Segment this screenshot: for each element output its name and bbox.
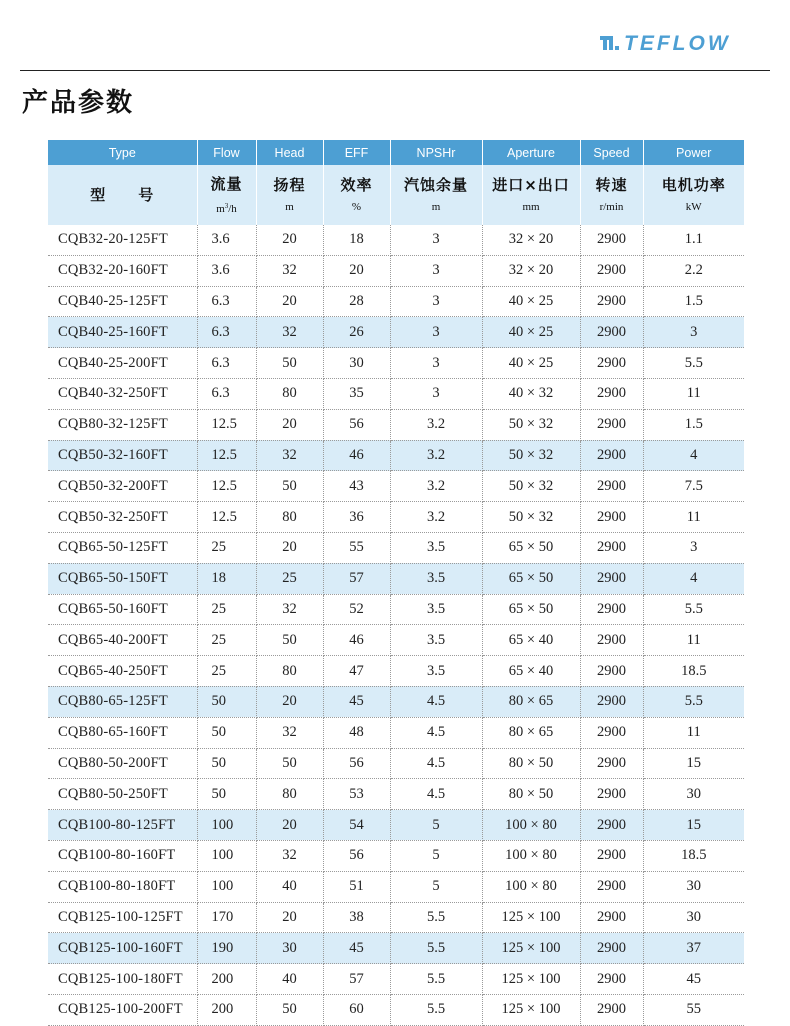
cell-model: CQB65-40-250FT bbox=[48, 656, 197, 687]
cell-flow: 25 bbox=[197, 625, 256, 656]
cell-npshr: 4.5 bbox=[390, 686, 482, 717]
cell-flow: 100 bbox=[197, 810, 256, 841]
cell-power: 5.5 bbox=[643, 594, 744, 625]
cell-npshr: 3 bbox=[390, 348, 482, 379]
cell-speed: 2900 bbox=[580, 502, 643, 533]
col-header-cn-label: 效率 bbox=[340, 176, 373, 194]
cell-npshr: 3.5 bbox=[390, 594, 482, 625]
cell-flow: 25 bbox=[197, 594, 256, 625]
cell-head: 32 bbox=[256, 840, 323, 871]
cell-flow: 50 bbox=[197, 748, 256, 779]
cell-eff: 52 bbox=[323, 594, 390, 625]
cell-speed: 2900 bbox=[580, 286, 643, 317]
cell-speed: 2900 bbox=[580, 594, 643, 625]
cell-aperture: 125 × 100 bbox=[482, 902, 580, 933]
table-row bbox=[48, 286, 744, 317]
cell-speed: 2900 bbox=[580, 532, 643, 563]
cell-head: 80 bbox=[256, 779, 323, 810]
cell-npshr: 3.2 bbox=[390, 502, 482, 533]
col-header-eff: EFF bbox=[323, 140, 390, 165]
cell-eff: 53 bbox=[323, 779, 390, 810]
cell-model: CQB80-50-200FT bbox=[48, 748, 197, 779]
cell-eff: 43 bbox=[323, 471, 390, 502]
cell-npshr: 5 bbox=[390, 840, 482, 871]
cell-speed: 2900 bbox=[580, 409, 643, 440]
cell-eff: 18 bbox=[323, 225, 390, 255]
cell-power: 4 bbox=[643, 563, 744, 594]
cell-head: 25 bbox=[256, 563, 323, 594]
cell-power: 11 bbox=[643, 378, 744, 409]
cell-flow: 25 bbox=[197, 656, 256, 687]
cell-model: CQB65-40-200FT bbox=[48, 625, 197, 656]
cell-aperture: 100 × 80 bbox=[482, 840, 580, 871]
cell-model: CQB125-100-125FT bbox=[48, 902, 197, 933]
cell-aperture: 50 × 32 bbox=[482, 502, 580, 533]
cell-flow: 3.6 bbox=[197, 255, 256, 286]
col-header-cn-label: 电机功率 bbox=[661, 176, 726, 194]
cell-npshr: 3 bbox=[390, 255, 482, 286]
cell-speed: 2900 bbox=[580, 779, 643, 810]
cell-power: 5.5 bbox=[643, 348, 744, 379]
col-header-cn-label: 转速 bbox=[595, 176, 628, 194]
cell-speed: 2900 bbox=[580, 255, 643, 286]
table-row bbox=[48, 409, 744, 440]
cell-npshr: 3 bbox=[390, 286, 482, 317]
cell-model: CQB50-32-160FT bbox=[48, 440, 197, 471]
cell-eff: 38 bbox=[323, 902, 390, 933]
table-row bbox=[48, 933, 744, 964]
cell-speed: 2900 bbox=[580, 656, 643, 687]
cell-speed: 2900 bbox=[580, 686, 643, 717]
col-unit-power: kW bbox=[685, 201, 702, 213]
cell-speed: 2900 bbox=[580, 625, 643, 656]
table-row bbox=[48, 317, 744, 348]
cell-aperture: 80 × 50 bbox=[482, 748, 580, 779]
table-row bbox=[48, 964, 744, 995]
col-header-aperture: Aperture bbox=[482, 140, 580, 165]
cell-flow: 12.5 bbox=[197, 502, 256, 533]
cell-speed: 2900 bbox=[580, 317, 643, 348]
table-row bbox=[48, 255, 744, 286]
cell-model: CQB125-100-180FT bbox=[48, 964, 197, 995]
cell-npshr: 5.5 bbox=[390, 964, 482, 995]
col-unit-eff: % bbox=[351, 201, 362, 213]
cell-model: CQB80-65-125FT bbox=[48, 686, 197, 717]
cell-eff: 35 bbox=[323, 378, 390, 409]
brand-logo bbox=[600, 30, 770, 54]
cell-npshr: 3.5 bbox=[390, 656, 482, 687]
cell-aperture: 40 × 25 bbox=[482, 286, 580, 317]
cell-eff: 55 bbox=[323, 532, 390, 563]
cell-power: 30 bbox=[643, 779, 744, 810]
cell-speed: 2900 bbox=[580, 563, 643, 594]
table-row bbox=[48, 902, 744, 933]
cell-power: 2.2 bbox=[643, 255, 744, 286]
table-row bbox=[48, 656, 744, 687]
cell-eff: 46 bbox=[323, 625, 390, 656]
cell-npshr: 4.5 bbox=[390, 717, 482, 748]
cell-head: 20 bbox=[256, 286, 323, 317]
cell-flow: 200 bbox=[197, 964, 256, 995]
cell-flow: 190 bbox=[197, 933, 256, 964]
col-header-cn-label: 进口×出口 bbox=[492, 176, 570, 194]
col-header-cn-eff bbox=[323, 165, 390, 225]
col-unit-flow: $m^3/h$ bbox=[216, 201, 237, 215]
cell-model: CQB50-32-250FT bbox=[48, 502, 197, 533]
cell-model: CQB50-32-200FT bbox=[48, 471, 197, 502]
col-unit-npshr: m bbox=[431, 201, 441, 213]
cell-aperture: 50 × 32 bbox=[482, 409, 580, 440]
cell-model: CQB32-20-125FT bbox=[48, 225, 197, 255]
col-header-cn-power bbox=[643, 165, 744, 225]
table-row bbox=[48, 594, 744, 625]
cell-speed: 2900 bbox=[580, 964, 643, 995]
cell-power: 3 bbox=[643, 532, 744, 563]
cell-aperture: 80 × 65 bbox=[482, 717, 580, 748]
cell-eff: 36 bbox=[323, 502, 390, 533]
col-header-cn-flow bbox=[197, 165, 256, 225]
cell-eff: 56 bbox=[323, 840, 390, 871]
cell-aperture: 40 × 25 bbox=[482, 317, 580, 348]
cell-power: 37 bbox=[643, 933, 744, 964]
cell-eff: 57 bbox=[323, 964, 390, 995]
cell-npshr: 5.5 bbox=[390, 994, 482, 1025]
cell-model: CQB65-50-125FT bbox=[48, 532, 197, 563]
header-divider bbox=[20, 70, 770, 71]
cell-npshr: 3.5 bbox=[390, 563, 482, 594]
cell-speed: 2900 bbox=[580, 225, 643, 255]
cell-head: 20 bbox=[256, 902, 323, 933]
cell-eff: 48 bbox=[323, 717, 390, 748]
cell-npshr: 5.5 bbox=[390, 933, 482, 964]
col-header-cn-type bbox=[48, 165, 197, 225]
cell-eff: 30 bbox=[323, 348, 390, 379]
cell-npshr: 3 bbox=[390, 225, 482, 255]
cell-head: 40 bbox=[256, 964, 323, 995]
cell-npshr: 4.5 bbox=[390, 779, 482, 810]
cell-aperture: 32 × 20 bbox=[482, 255, 580, 286]
cell-flow: 50 bbox=[197, 686, 256, 717]
cell-power: 30 bbox=[643, 871, 744, 902]
col-header-cn-aperture bbox=[482, 165, 580, 225]
table-row bbox=[48, 994, 744, 1025]
cell-speed: 2900 bbox=[580, 378, 643, 409]
cell-model: CQB40-25-125FT bbox=[48, 286, 197, 317]
cell-flow: 50 bbox=[197, 779, 256, 810]
cell-speed: 2900 bbox=[580, 440, 643, 471]
cell-power: 4 bbox=[643, 440, 744, 471]
header-row-cn bbox=[48, 165, 744, 225]
col-header-npshr: NPSHr bbox=[390, 140, 482, 165]
cell-aperture: 100 × 80 bbox=[482, 871, 580, 902]
cell-flow: 100 bbox=[197, 840, 256, 871]
cell-aperture: 80 × 50 bbox=[482, 779, 580, 810]
cell-aperture: 125 × 100 bbox=[482, 964, 580, 995]
table-row bbox=[48, 748, 744, 779]
col-header-cn-speed bbox=[580, 165, 643, 225]
cell-flow: 12.5 bbox=[197, 409, 256, 440]
header-row-en bbox=[48, 140, 744, 165]
cell-speed: 2900 bbox=[580, 348, 643, 379]
cell-npshr: 3.5 bbox=[390, 532, 482, 563]
cell-power: 30 bbox=[643, 902, 744, 933]
cell-flow: 3.6 bbox=[197, 225, 256, 255]
col-unit-head: m bbox=[285, 201, 294, 213]
cell-flow: 12.5 bbox=[197, 471, 256, 502]
table-row bbox=[48, 348, 744, 379]
cell-eff: 57 bbox=[323, 563, 390, 594]
cell-flow: 100 bbox=[197, 871, 256, 902]
col-header-cn-label: 型 号 bbox=[90, 186, 155, 204]
cell-npshr: 5 bbox=[390, 810, 482, 841]
cell-aperture: 65 × 50 bbox=[482, 594, 580, 625]
cell-head: 50 bbox=[256, 748, 323, 779]
cell-aperture: 32 × 20 bbox=[482, 225, 580, 255]
table-row bbox=[48, 440, 744, 471]
cell-model: CQB100-80-180FT bbox=[48, 871, 197, 902]
cell-npshr: 4.5 bbox=[390, 748, 482, 779]
cell-head: 80 bbox=[256, 378, 323, 409]
cell-aperture: 65 × 40 bbox=[482, 625, 580, 656]
cell-aperture: 80 × 65 bbox=[482, 686, 580, 717]
cell-npshr: 3.2 bbox=[390, 440, 482, 471]
cell-aperture: 125 × 100 bbox=[482, 933, 580, 964]
cell-head: 32 bbox=[256, 317, 323, 348]
col-header-cn-label: 汽蚀余量 bbox=[403, 176, 468, 194]
cell-power: 15 bbox=[643, 810, 744, 841]
cell-head: 20 bbox=[256, 810, 323, 841]
cell-head: 50 bbox=[256, 994, 323, 1025]
cell-npshr: 3.5 bbox=[390, 625, 482, 656]
table-row bbox=[48, 840, 744, 871]
cell-power: 1.5 bbox=[643, 409, 744, 440]
cell-eff: 45 bbox=[323, 686, 390, 717]
table-row bbox=[48, 810, 744, 841]
cell-model: CQB125-100-200FT bbox=[48, 994, 197, 1025]
cell-eff: 51 bbox=[323, 871, 390, 902]
cell-model: CQB80-65-160FT bbox=[48, 717, 197, 748]
col-unit-aperture: mm bbox=[522, 201, 540, 213]
cell-aperture: 40 × 25 bbox=[482, 348, 580, 379]
cell-aperture: 50 × 32 bbox=[482, 440, 580, 471]
teflow-logo-icon bbox=[600, 30, 770, 54]
cell-head: 20 bbox=[256, 686, 323, 717]
product-parameter-table bbox=[48, 140, 744, 1026]
cell-eff: 47 bbox=[323, 656, 390, 687]
cell-npshr: 3 bbox=[390, 378, 482, 409]
cell-eff: 60 bbox=[323, 994, 390, 1025]
cell-eff: 26 bbox=[323, 317, 390, 348]
col-header-power: Power bbox=[643, 140, 744, 165]
col-header-flow: Flow bbox=[197, 140, 256, 165]
cell-model: CQB32-20-160FT bbox=[48, 255, 197, 286]
cell-flow: 170 bbox=[197, 902, 256, 933]
cell-aperture: 100 × 80 bbox=[482, 810, 580, 841]
cell-aperture: 50 × 32 bbox=[482, 471, 580, 502]
cell-model: CQB40-25-200FT bbox=[48, 348, 197, 379]
table-row bbox=[48, 378, 744, 409]
cell-model: CQB65-50-150FT bbox=[48, 563, 197, 594]
cell-flow: 12.5 bbox=[197, 440, 256, 471]
cell-npshr: 3.2 bbox=[390, 471, 482, 502]
cell-head: 80 bbox=[256, 656, 323, 687]
cell-head: 32 bbox=[256, 255, 323, 286]
cell-aperture: 65 × 50 bbox=[482, 532, 580, 563]
cell-flow: 25 bbox=[197, 532, 256, 563]
col-header-type: Type bbox=[48, 140, 197, 165]
cell-head: 50 bbox=[256, 471, 323, 502]
cell-model: CQB125-100-160FT bbox=[48, 933, 197, 964]
col-header-speed: Speed bbox=[580, 140, 643, 165]
cell-head: 80 bbox=[256, 502, 323, 533]
cell-aperture: 65 × 40 bbox=[482, 656, 580, 687]
cell-speed: 2900 bbox=[580, 933, 643, 964]
cell-power: 15 bbox=[643, 748, 744, 779]
table-row bbox=[48, 871, 744, 902]
table-row bbox=[48, 717, 744, 748]
table-row bbox=[48, 779, 744, 810]
cell-speed: 2900 bbox=[580, 840, 643, 871]
cell-flow: 6.3 bbox=[197, 317, 256, 348]
logo-text: TEFLOW bbox=[624, 32, 731, 54]
cell-head: 40 bbox=[256, 871, 323, 902]
cell-eff: 20 bbox=[323, 255, 390, 286]
cell-speed: 2900 bbox=[580, 471, 643, 502]
cell-speed: 2900 bbox=[580, 810, 643, 841]
col-header-cn-head bbox=[256, 165, 323, 225]
cell-flow: 18 bbox=[197, 563, 256, 594]
table-row bbox=[48, 532, 744, 563]
cell-eff: 54 bbox=[323, 810, 390, 841]
cell-power: 11 bbox=[643, 502, 744, 533]
cell-head: 32 bbox=[256, 440, 323, 471]
cell-power: 1.1 bbox=[643, 225, 744, 255]
table-row bbox=[48, 502, 744, 533]
cell-power: 5.5 bbox=[643, 686, 744, 717]
cell-head: 20 bbox=[256, 225, 323, 255]
cell-eff: 56 bbox=[323, 409, 390, 440]
table-row bbox=[48, 625, 744, 656]
cell-power: 55 bbox=[643, 994, 744, 1025]
cell-flow: 6.3 bbox=[197, 286, 256, 317]
cell-head: 20 bbox=[256, 409, 323, 440]
cell-speed: 2900 bbox=[580, 994, 643, 1025]
col-header-cn-label: 扬程 bbox=[273, 176, 306, 194]
cell-flow: 200 bbox=[197, 994, 256, 1025]
col-header-cn-label: 流量 bbox=[210, 174, 243, 193]
cell-head: 32 bbox=[256, 717, 323, 748]
cell-model: CQB40-32-250FT bbox=[48, 378, 197, 409]
cell-model: CQB65-50-160FT bbox=[48, 594, 197, 625]
cell-power: 11 bbox=[643, 717, 744, 748]
cell-flow: 6.3 bbox=[197, 378, 256, 409]
cell-model: CQB80-32-125FT bbox=[48, 409, 197, 440]
cell-power: 3 bbox=[643, 317, 744, 348]
page-title: 产品参数 bbox=[22, 88, 135, 118]
cell-npshr: 3.2 bbox=[390, 409, 482, 440]
table-row bbox=[48, 686, 744, 717]
cell-speed: 2900 bbox=[580, 717, 643, 748]
cell-aperture: 40 × 32 bbox=[482, 378, 580, 409]
cell-npshr: 3 bbox=[390, 317, 482, 348]
cell-model: CQB40-25-160FT bbox=[48, 317, 197, 348]
cell-head: 50 bbox=[256, 625, 323, 656]
cell-model: CQB80-50-250FT bbox=[48, 779, 197, 810]
cell-eff: 46 bbox=[323, 440, 390, 471]
table-body bbox=[48, 225, 744, 1025]
cell-eff: 28 bbox=[323, 286, 390, 317]
col-unit-speed: r/min bbox=[599, 201, 624, 213]
cell-head: 30 bbox=[256, 933, 323, 964]
cell-flow: 6.3 bbox=[197, 348, 256, 379]
col-header-cn-npshr bbox=[390, 165, 482, 225]
cell-head: 50 bbox=[256, 348, 323, 379]
cell-model: CQB100-80-125FT bbox=[48, 810, 197, 841]
col-header-head: Head bbox=[256, 140, 323, 165]
cell-power: 45 bbox=[643, 964, 744, 995]
cell-speed: 2900 bbox=[580, 902, 643, 933]
cell-npshr: 5.5 bbox=[390, 902, 482, 933]
cell-head: 32 bbox=[256, 594, 323, 625]
cell-aperture: 65 × 50 bbox=[482, 563, 580, 594]
cell-power: 7.5 bbox=[643, 471, 744, 502]
cell-head: 20 bbox=[256, 532, 323, 563]
cell-npshr: 5 bbox=[390, 871, 482, 902]
table-row bbox=[48, 225, 744, 255]
cell-power: 18.5 bbox=[643, 840, 744, 871]
cell-power: 11 bbox=[643, 625, 744, 656]
cell-aperture: 125 × 100 bbox=[482, 994, 580, 1025]
table-row bbox=[48, 563, 744, 594]
cell-flow: 50 bbox=[197, 717, 256, 748]
cell-speed: 2900 bbox=[580, 871, 643, 902]
cell-speed: 2900 bbox=[580, 748, 643, 779]
table-row bbox=[48, 471, 744, 502]
cell-model: CQB100-80-160FT bbox=[48, 840, 197, 871]
cell-eff: 45 bbox=[323, 933, 390, 964]
cell-power: 1.5 bbox=[643, 286, 744, 317]
cell-eff: 56 bbox=[323, 748, 390, 779]
cell-power: 18.5 bbox=[643, 656, 744, 687]
